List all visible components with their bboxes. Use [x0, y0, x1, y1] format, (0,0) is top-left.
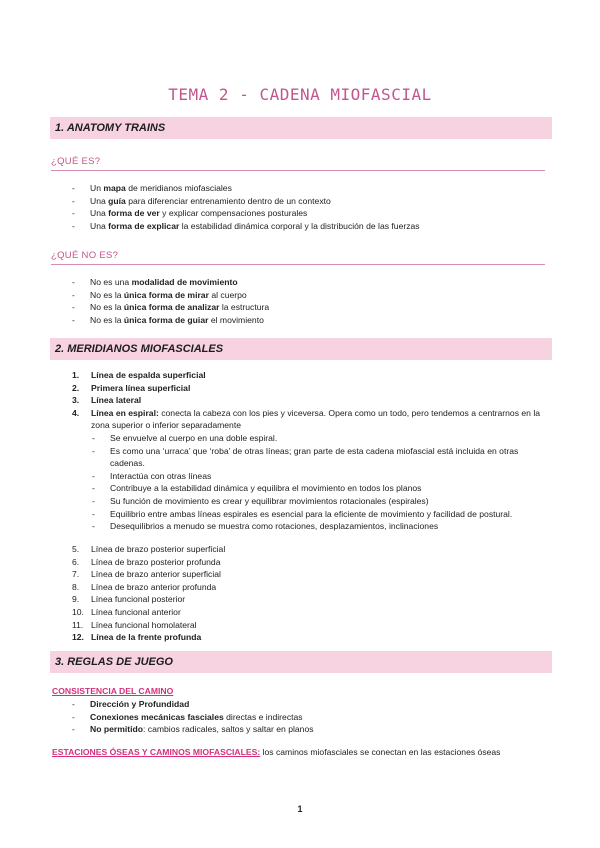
list-item: 2. Primera línea superficial — [72, 382, 191, 393]
que-es-list — [72, 182, 420, 232]
list-item: 1. Línea de espalda superficial — [72, 370, 206, 380]
list-item: 8. Línea de brazo anterior profunda — [72, 581, 217, 592]
list-item: - Equilibrio entre ambas líneas espirales es esencial para la eficiente de movimiento y facilidad de postural. — [92, 508, 550, 521]
page-title: TEMA 2 - CADENA MIOFASCIAL — [168, 85, 432, 104]
list-item: 5. Línea de brazo posterior superficial — [72, 544, 226, 554]
list-item: - Una forma de explicar la estabilidad dinámica corporal y la distribución de las fuerzas — [72, 220, 420, 233]
list-item: 9. Línea funcional posterior — [72, 594, 186, 605]
section-heading-reglas: 3. REGLAS DE JUEGO — [50, 651, 552, 673]
list-item: - Se envuelve al cuerpo en una doble espiral. — [92, 432, 550, 445]
list-item: 4. Línea en espiral: conecta la cabeza con los pies y viceversa. Opera como un todo, pero tendemos a centrarnos en la zona superior o inferior separadamente — [72, 407, 541, 431]
estaciones-label: ESTACIONES ÓSEAS Y CAMINOS MIOFASCIALES: — [52, 747, 261, 757]
list-item: - No es la única forma de guiar el movimiento — [72, 314, 269, 327]
spiral-details-list — [92, 432, 550, 533]
list-item: 7. Línea de brazo anterior superficial — [72, 569, 221, 580]
list-item: - Contribuye a la estabilidad dinámica y equilibra el movimiento en todos los planos — [92, 482, 550, 495]
list-item: - Una forma de ver y explicar compensaciones posturales — [72, 207, 420, 220]
subheading-que-es: ¿QUÉ ES? — [51, 156, 545, 171]
list-item: - No es una modalidad de movimiento — [72, 276, 269, 289]
estaciones-paragraph — [52, 747, 500, 757]
page-number: 1 — [297, 804, 303, 814]
meridianos-rest-list — [72, 543, 550, 644]
list-item: - Dirección y Profundidad — [72, 698, 314, 711]
list-item: - No permitido: cambios radicales, saltos y saltar en planos — [72, 723, 314, 736]
list-item: - Desequilibrios a menudo se muestra como rotaciones, desplazamientos, inclinaciones — [92, 520, 550, 533]
list-item: - No es la única forma de mirar al cuerpo — [72, 289, 269, 302]
list-item: 10. Línea funcional anterior — [72, 606, 181, 617]
list-item: 3. Línea lateral — [72, 395, 142, 406]
list-item: 12. Línea de la frente profunda — [72, 632, 202, 643]
list-item: - Una guía para diferenciar entrenamiento dentro de un contexto — [72, 195, 420, 208]
list-item: - Es como una ‘urraca’ que ‘roba’ de otras líneas; gran parte de esta cadena miofascial está incluida en otras cadenas. — [92, 445, 550, 470]
list-item: - Un mapa de meridianos miofasciales — [72, 182, 420, 195]
consistencia-label: CONSISTENCIA DEL CAMINO — [52, 686, 174, 696]
list-item: - Su función de movimiento es crear y equilibrar movimientos rotacionales (espirales) — [92, 495, 550, 508]
reglas-list — [72, 698, 314, 736]
list-item: - Conexiones mecánicas fasciales directas e indirectas — [72, 711, 314, 724]
estaciones-text: los caminos miofasciales se conectan en las estaciones óseas — [260, 747, 501, 757]
section-heading-anatomy-trains: 1. ANATOMY TRAINS — [50, 117, 552, 139]
list-item: - Interactúa con otras líneas — [92, 470, 550, 483]
subheading-que-no-es: ¿QUÉ NO ES? — [51, 250, 545, 265]
list-item: - No es la única forma de analizar la estructura — [72, 301, 269, 314]
list-item: 6. Línea de brazo posterior profunda — [72, 556, 221, 567]
meridianos-main-list — [72, 369, 550, 432]
list-item: 11. Línea funcional homolateral — [72, 619, 197, 630]
que-no-es-list — [72, 276, 269, 326]
section-heading-meridianos: 2. MERIDIANOS MIOFASCIALES — [50, 338, 552, 360]
